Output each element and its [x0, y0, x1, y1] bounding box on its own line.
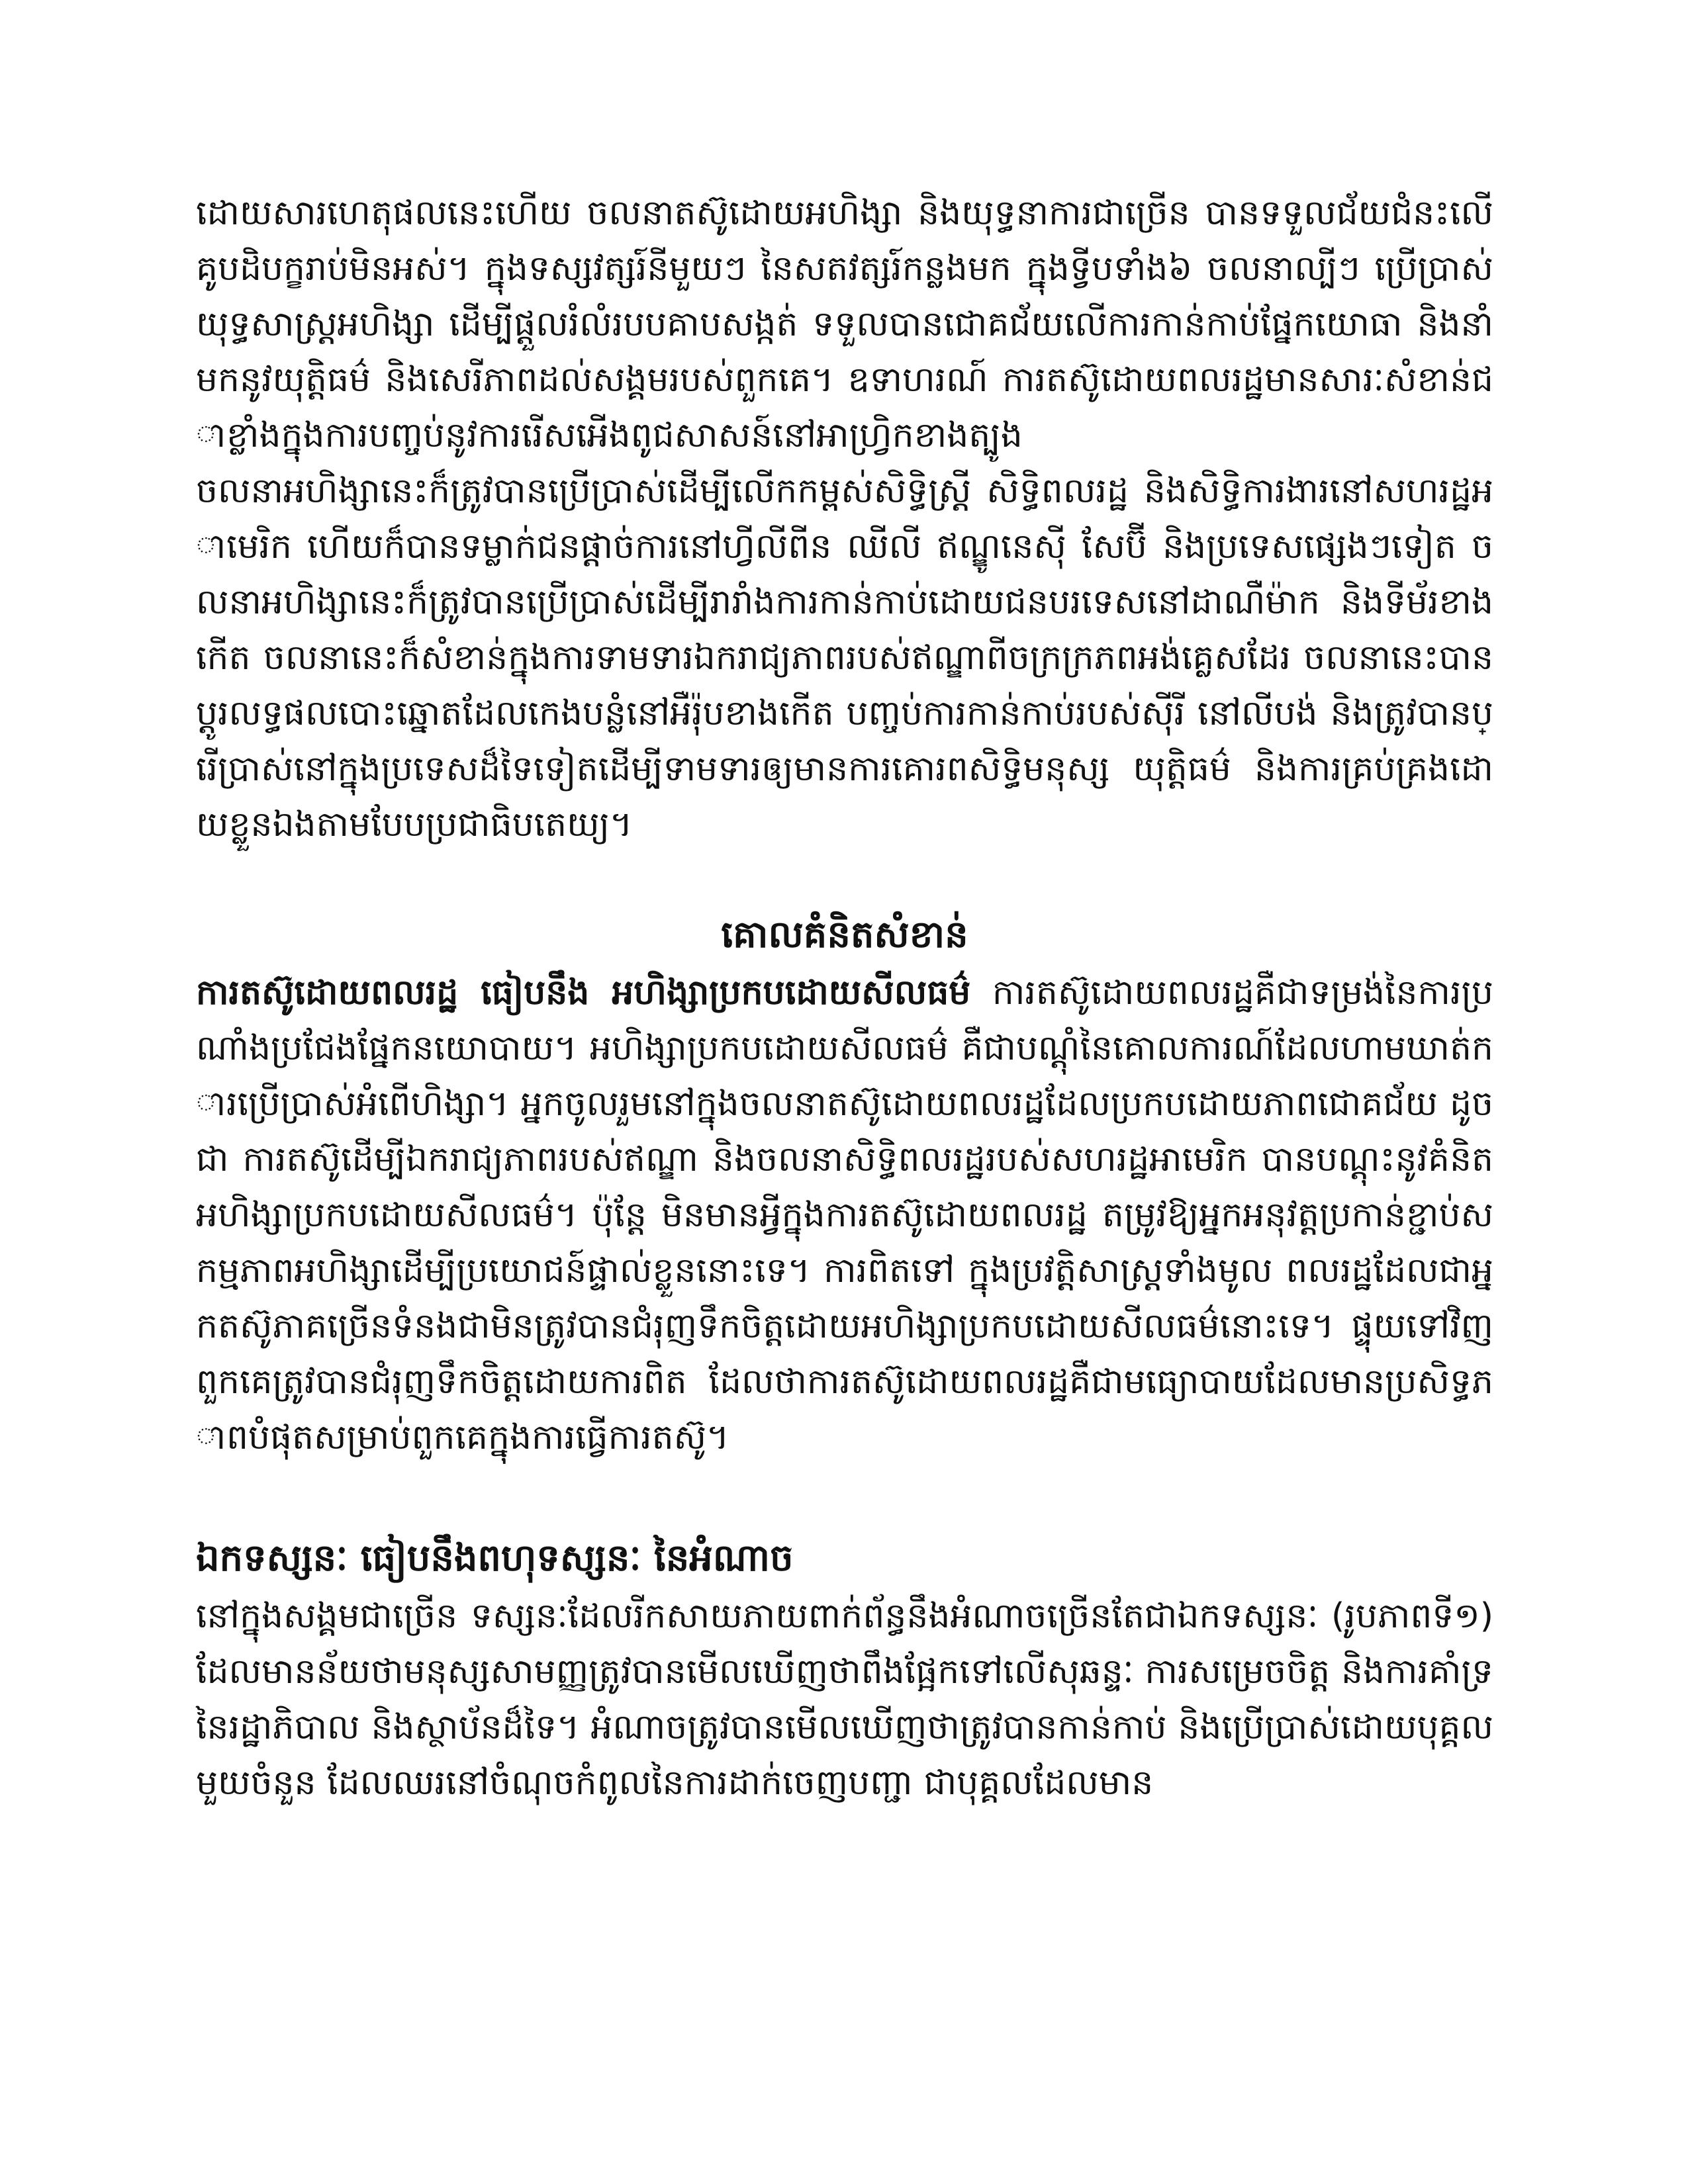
paragraph-key-concept [196, 965, 1493, 1465]
spacer [196, 852, 1493, 905]
document-page [196, 185, 1493, 1811]
paragraph-movements: ចលនាអហិង្សានេះក៏ត្រូវបានប្រើប្រាស់ដើម្បីលើកកម្ពស់សិទ្ធិស្ត្រី សិទ្ធិពលរដ្ឋ និងសិទ្ធិការងារនៅសហរដ្ឋអាមេរិក ហើយក៏បានទម្លាក់ជនផ្តាច់ការនៅហ្វីលីពីន ឈីលី ឥណ្ឌូនេស៊ី សែប៊ី និងប្រទេសផ្សេងៗទៀត ចលនាអហិង្សានេះក៏ត្រូវបានប្រើប្រាស់ដើម្បីរារាំងការកាន់កាប់ដោយជនបរទេសនៅដាណឺម៉ាក និងទីម័រខាងកើត ចលនានេះក៏សំខាន់ក្នុងការទាមទារឯករាជ្យភាពរបស់ឥណ្ឌាពីចក្រក្រភពអង់គ្លេសដែរ ចលនានេះបានប្តូរលទ្ធផលបោះឆ្នោតដែលកេងបន្លំនៅអឺរ៉ុបខាងកើត បញ្ចប់ការកាន់កាប់របស់ស៊ីរី នៅលីបង់ និងត្រូវបានប្រើប្រាស់នៅក្នុងប្រទេសដ៏ទៃទៀតដើម្បីទាមទារឲ្យមានការគោរពសិទ្ធិមនុស្ស យុត្តិធម៌ និងការគ្រប់គ្រងដោយខ្លួនឯងតាមបែបប្រជាធិបតេយ្យ។ [196, 471, 1493, 844]
key-concept-body: ការតស៊ូដោយពលរដ្ឋគឺជាទម្រង់នៃការប្រណាំងប្រជែងផ្នែកនយោបាយ។ អហិង្សាប្រកបដោយសីលធម៌ គឺជាបណ្តុំនៃគោលការណ៍ដែលហាមឃាត់ការប្រើប្រាស់អំពើហិង្សា។ អ្នកចូលរួមនៅក្នុងចលនាតស៊ូដោយពលរដ្ឋដែលប្រកបដោយភាពជោគជ័យ ដូចជា ការតស៊ូដើម្បីឯករាជ្យភាពរបស់ឥណ្ឌា និងចលនាសិទ្ធិពលរដ្ឋរបស់សហរដ្ឋអាមេរិក បានបណ្តុះនូវគំនិតអហិង្សាប្រកបដោយសីលធម៌។ ប៉ុន្តែ មិនមានអ្វីក្នុងការតស៊ូដោយពលរដ្ឋ តម្រូវឱ្យអ្នកអនុវត្តប្រកាន់ខ្ជាប់សកម្មភាពអហិង្សាដើម្បីប្រយោជន៍ផ្ទាល់ខ្លួននោះទេ។ ការពិតទៅ ក្នុងប្រវត្តិសាស្ត្រទាំងមូល ពលរដ្ឋដែលជាអ្នកតស៊ូភាគច្រើនទំនងជាមិនត្រូវបានជំរុញទឹកចិត្តដោយអហិង្សាប្រកបដោយសីលធម៌នោះទេ។ ផ្ទុយទៅវិញ ពួកគេត្រូវបានជំរុញទឹកចិត្តដោយការពិត ដែលថាការតស៊ូដោយពលរដ្ឋគឺជាមធ្យោបាយដែលមានប្រសិទ្ធភាពបំផុតសម្រាប់ពួកគេក្នុងការធ្វើការតស៊ូ។ [196, 973, 1493, 1457]
key-concept-lead: ការតស៊ូដោយពលរដ្ឋ ធៀបនឹង អហិង្សាប្រកបដោយសីលធម៌ [196, 973, 971, 1013]
key-concept-heading: គោលគំនិតសំខាន់ [721, 913, 968, 956]
paragraph-power-views: នៅក្នុងសង្គមជាច្រើន ទស្សនៈដែលរីកសាយភាយពាក់ព័ន្ធនឹងអំណាចច្រើនតែជាឯកទស្សនៈ (រូបភាពទី១) ដែលមានន័យថាមនុស្សសាមញ្ញត្រូវបានមើលឃើញថាពឹងផ្អែកទៅលើសុឆន្ទៈ ការសម្រេចចិត្ត និងការគាំទ្រនៃរដ្ឋាភិបាល និងស្ថាប័នដ៏ទៃ។ អំណាចត្រូវបានមើលឃើញថាត្រូវបានកាន់កាប់ និងប្រើប្រាស់ដោយបុគ្គលមួយចំនួន ដែលឈរនៅចំណុចកំពូលនៃការដាក់ចេញបញ្ជា ជាបុគ្គលដែលមាន [196, 1596, 1493, 1803]
spacer [196, 1465, 1493, 1529]
section-heading: ឯកទស្សនៈ ធៀបនឹងពហុទស្សនៈ នៃអំណាច [196, 1537, 794, 1580]
paragraph-intro: ដោយសារហេតុផលនេះហើយ ចលនាតស៊ូដោយអហិង្សា និងយុទ្ធនាការជាច្រើន បានទទួលជ័យជំនះលើគូបដិបក្ខរាប់មិនអស់។ ក្នុងទស្សវត្សរ៍នីមួយៗ នៃសតវត្សរ៍កន្លងមក ក្នុងទ្វីបទាំង៦ ចលនាល្បីៗ ប្រើប្រាស់យុទ្ធសាស្ត្រអហិង្សា ដើម្បីផ្តួលរំលំរបបគាបសង្កត់ ទទួលបានជោគជ័យលើការកាន់កាប់ផ្នែកយោធា និងនាំមកនូវយុត្តិធម៌ និងសេរីភាពដល់សង្គមរបស់ពួកគេ។ ឧទាហរណ៍ ការតស៊ូដោយពលរដ្ឋមានសារៈសំខាន់ជាខ្លាំងក្នុងការបញ្ចប់នូវការរើសអើងពូជសាសន៍នៅអាហ្វ្រិកខាងត្បូង [196, 193, 1493, 455]
